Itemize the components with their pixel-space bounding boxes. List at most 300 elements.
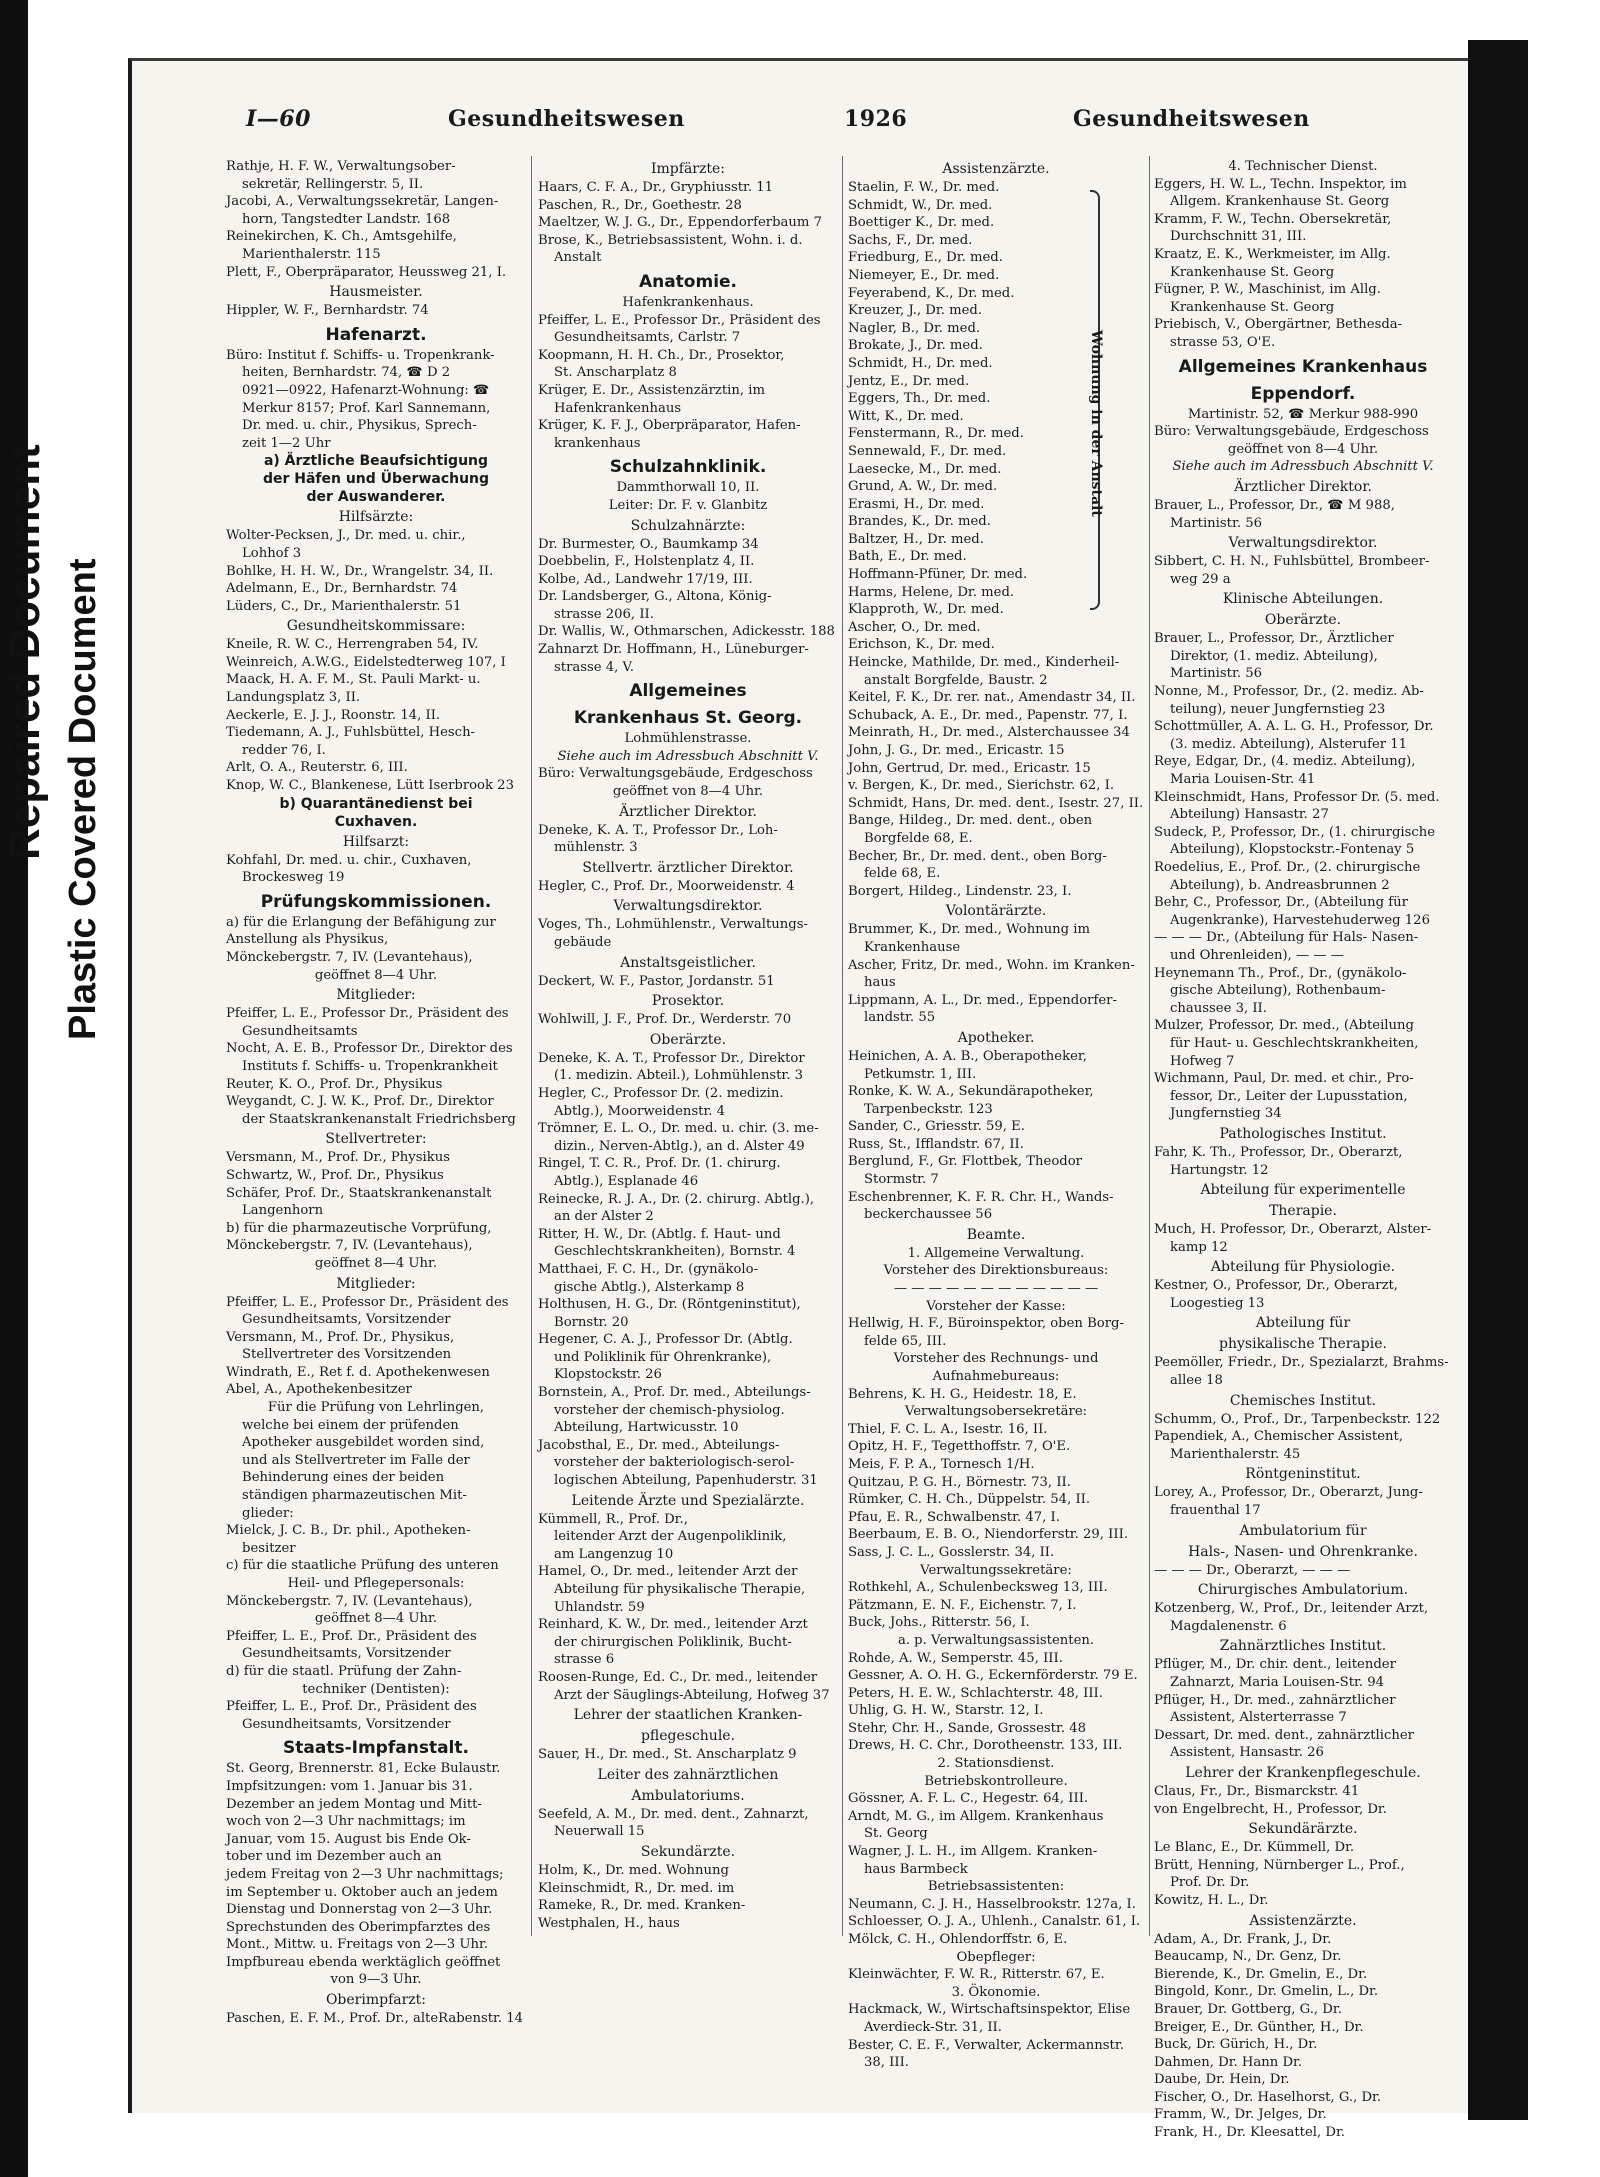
directory-line: Claus, Fr., Dr., Bismarckstr. 41 — [1154, 1783, 1360, 1799]
subsection-heading: Zahnärztliches Institut. — [1219, 1638, 1387, 1655]
directory-line: Pfeiffer, L. E., Professor Dr., Präsident des — [226, 1294, 509, 1310]
directory-line: Neumann, C. J. H., Hasselbrookstr. 127a, I. — [848, 1896, 1136, 1912]
directory-line: Averdieck-Str. 31, II. — [864, 2019, 1002, 2035]
directory-line: Aeckerle, E. J. J., Roonstr. 14, II. — [226, 707, 441, 723]
column-4 — [1154, 158, 1452, 2141]
directory-line: Aufnahmebureaus: — [932, 1369, 1060, 1384]
directory-line: Anstalt — [554, 250, 602, 266]
scan-left-edge — [0, 0, 28, 2177]
directory-line: Lohhof 3 — [242, 545, 302, 561]
subsection-heading: Hilfsärzte: — [338, 509, 414, 526]
directory-line: Kleinschmidt, R., Dr. med. im — [538, 1880, 735, 1896]
directory-line: Rümker, C. H. Ch., Düppelstr. 54, II. — [848, 1492, 1091, 1508]
directory-line: gische Abteilung), Rothenbaum- — [1170, 983, 1386, 999]
directory-line: heiten, Bernhardstr. 74, ☎ D 2 — [242, 365, 451, 381]
directory-line: Roedelius, E., Prof. Dr., (2. chirurgische — [1154, 860, 1421, 875]
directory-line: geöffnet von 8—4 Uhr. — [612, 784, 764, 800]
directory-line: Adam, A., Dr. Frank, J., Dr. — [1154, 1931, 1332, 1947]
directory-line: Hellwig, H. F., Büroinspektor, oben Borg- — [848, 1316, 1124, 1332]
directory-line: Heincke, Mathilde, Dr. med., Kinderheil- — [848, 655, 1120, 671]
subsection-heading: Lehrer der Krankenpflegeschule. — [1185, 1764, 1421, 1781]
subsection-heading: Mitglieder: — [336, 987, 416, 1004]
directory-line: Sauer, H., Dr. med., St. Anscharplatz 9 — [538, 1747, 797, 1763]
directory-line: Dahmen, Dr. Hann Dr. — [1154, 2054, 1303, 2070]
directory-line: Knop, W. C., Blankenese, Lütt Iserbrook 23 — [226, 778, 514, 794]
directory-line: Wagner, J. L. H., im Allgem. Kranken- — [848, 1844, 1098, 1860]
directory-line: logischen Abteilung, Papenhuderstr. 31 — [554, 1473, 818, 1489]
directory-line: geöffnet von 8—4 Uhr. — [1227, 441, 1379, 457]
directory-line: Versmann, M., Prof. Dr., Physikus — [226, 1150, 450, 1166]
directory-line: Frank, H., Dr. Kleesattel, Dr. — [1154, 2125, 1346, 2141]
directory-line: Verwaltungssekretäre: — [920, 1562, 1072, 1578]
directory-line: Mönckebergstr. 7, IV. (Levantehaus), — [226, 950, 473, 965]
directory-line: Baltzer, H., Dr. med. — [848, 531, 984, 547]
directory-line: Dr. Wallis, W., Othmarschen, Adickesstr. 188 — [538, 624, 835, 640]
directory-line: Mönckebergstr. 7, IV. (Levantehaus), — [226, 1238, 473, 1254]
directory-line: von Engelbrecht, H., Professor, Dr. — [1154, 1801, 1387, 1817]
directory-line: Berglund, F., Gr. Flottbek, Theodor — [848, 1154, 1082, 1170]
directory-line: Schottmüller, A. A. L. G. H., Professor, Dr. — [1154, 719, 1434, 735]
directory-line: strasse 6 — [554, 1652, 615, 1668]
directory-line: Much, H. Professor, Dr., Oberarzt, Alster- — [1154, 1222, 1432, 1238]
subsection-heading: Verwaltungsdirektor. — [613, 898, 763, 915]
directory-line: Bohlke, H. H. W., Dr., Wrangelstr. 34, II. — [226, 563, 494, 579]
directory-line: 3. Ökonomie. — [951, 1984, 1041, 2000]
directory-line: Allgem. Krankenhause St. Georg — [1170, 194, 1390, 210]
directory-line: felde 65, III. — [864, 1333, 947, 1349]
directory-line: und Ohrenleiden), — — — — [1170, 947, 1344, 963]
directory-line: Bester, C. E. F., Verwalter, Ackermannstr. — [848, 2037, 1124, 2053]
directory-line: Papendiek, A., Chemischer Assistent, — [1154, 1429, 1404, 1445]
subsection-heading: Ambulatorium für — [1239, 1522, 1367, 1539]
directory-line: Nonne, M., Professor, Dr., (2. mediz. Ab- — [1154, 684, 1424, 700]
directory-line: Deneke, K. A. T., Professor Dr., Loh- — [538, 822, 778, 838]
subsection-heading: Mitglieder: — [336, 1275, 416, 1292]
directory-line: Apotheker ausgebildet worden sind, — [242, 1435, 485, 1451]
directory-line: Kreuzer, J., Dr. med. — [848, 303, 983, 319]
directory-line: Gessner, A. O. H. G., Eckernförderstr. 79 E. — [848, 1668, 1138, 1684]
directory-line: Für die Prüfung von Lehrlingen, — [267, 1400, 485, 1416]
directory-line: Pfeiffer, L. E., Professor Dr., Präsident des — [226, 1006, 509, 1022]
directory-line: Becher, Br., Dr. med. dent., oben Borg- — [848, 848, 1107, 864]
directory-line: besitzer — [242, 1540, 296, 1556]
subsection-heading: Leiter des zahnärztlichen — [597, 1766, 779, 1783]
directory-line: Uhlandstr. 59 — [554, 1599, 645, 1615]
running-head — [128, 106, 1428, 146]
directory-line: Büro: Institut f. Schiffs- u. Tropenkrank- — [226, 347, 495, 363]
directory-line: techniker (Dentisten): — [302, 1681, 450, 1697]
directory-line: Drews, H. C. Chr., Dorotheenstr. 133, III. — [848, 1738, 1123, 1754]
directory-line: Verwaltungsobersekretäre: — [904, 1404, 1088, 1420]
directory-line: Reuter, K. O., Prof. Dr., Physikus — [226, 1076, 443, 1092]
directory-line: Kotzenberg, W., Prof., Dr., leitender Arzt, — [1154, 1601, 1429, 1617]
directory-line: Behr, C., Professor, Dr., (Abteilung für — [1154, 895, 1408, 911]
directory-line: (3. mediz. Abteilung), Alsterufer 11 — [1170, 736, 1408, 752]
subsection-heading: Sekundärzte. — [640, 1843, 736, 1860]
directory-line: v. Bergen, K., Dr. med., Sierichstr. 62, I. — [848, 778, 1115, 794]
subsection-heading: Oberärzte. — [1264, 612, 1342, 629]
directory-line: John, J. G., Dr. med., Ericastr. 15 — [848, 743, 1065, 758]
section-heading: Anatomie. — [638, 271, 738, 292]
directory-line: Marienthalerstr. 115 — [242, 246, 381, 262]
directory-line: Paschen, R., Dr., Goethestr. 28 — [538, 197, 742, 213]
directory-line: und als Stellvertreter im Falle der — [242, 1452, 470, 1468]
repaired-document-label: Repaired Document — [0, 444, 49, 860]
section-heading: Eppendorf. — [1250, 383, 1356, 404]
directory-line: Ronke, K. W. A., Sekundärapotheker, — [848, 1084, 1094, 1100]
directory-line: Bath, E., Dr. med. — [848, 549, 967, 565]
directory-line: Brauer, Dr. Gottberg, G., Dr. — [1154, 2001, 1342, 2017]
directory-line: Dezember an jedem Montag und Mitt- — [226, 1796, 482, 1812]
directory-line: Thiel, F. C. L. A., Isestr. 16, II. — [848, 1421, 1048, 1437]
directory-line: Gesundheitsamts, Vorsitzender — [242, 1646, 451, 1662]
subsection-heading: Chemisches Institut. — [1229, 1392, 1377, 1409]
subsection-heading: Leitende Ärzte und Spezialärzte. — [571, 1492, 805, 1509]
directory-line: Langenhorn — [242, 1203, 324, 1219]
directory-line: 0921—0922, Hafenarzt-Wohnung: ☎ — [242, 382, 490, 398]
directory-line: Vorsteher der Kasse: — [926, 1298, 1066, 1314]
directory-line: am Langenzug 10 — [554, 1546, 674, 1562]
directory-line: Abtlg.), Moorweidenstr. 4 — [554, 1103, 726, 1119]
directory-line: Sudeck, P., Professor, Dr., (1. chirurgische — [1154, 824, 1436, 840]
directory-line: teilung), neuer Jungfernstieg 23 — [1170, 701, 1386, 717]
directory-line: Wichmann, Paul, Dr. med. et chir., Pro- — [1154, 1071, 1414, 1087]
section-heading: a) Ärztliche Beaufsichtigung — [263, 453, 489, 470]
directory-line: Geschlechtskrankheiten), Bornstr. 4 — [554, 1244, 796, 1260]
directory-line: Koopmann, H. H. Ch., Dr., Prosektor, — [538, 347, 785, 363]
directory-line: Laesecke, M., Dr. med. — [848, 461, 1002, 477]
directory-line: Obepfleger: — [956, 1949, 1036, 1965]
section-heading: der Häfen und Überwachung — [262, 471, 490, 488]
directory-line: Mölck, C. H., Ohlendorffstr. 6, E. — [848, 1932, 1068, 1947]
subsection-heading: Impfärzte: — [651, 161, 725, 177]
directory-line: weg 29 a — [1170, 571, 1231, 587]
directory-line: Direktor, (1. mediz. Abteilung), — [1170, 648, 1378, 664]
section-heading: Allgemeines Krankenhaus — [1178, 356, 1428, 377]
directory-line: Brütt, Henning, Nürnberger L., Prof., — [1154, 1857, 1405, 1873]
directory-line: Ringel, T. C. R., Prof. Dr. (1. chirurg. — [538, 1156, 781, 1172]
directory-line: der Staatskrankenanstalt Friedrichsberg — [242, 1111, 516, 1127]
directory-line: Weinreich, A.W.G., Eidelstedterweg 107, I — [226, 654, 506, 670]
subsection-heading: Hausmeister. — [329, 284, 423, 301]
subsection-heading: Ärztlicher Direktor. — [619, 803, 757, 820]
directory-line: a) für die Erlangung der Befähigung zur — [226, 914, 496, 930]
directory-line: Stellvertreter des Vorsitzenden — [242, 1347, 452, 1363]
directory-line: welche bei einem der prüfenden — [242, 1417, 459, 1433]
directory-line: Beaucamp, N., Dr. Genz, Dr. — [1154, 1949, 1342, 1965]
directory-line: Kraatz, E. K., Werkmeister, im Allg. — [1154, 246, 1391, 262]
directory-line: Priebisch, V., Obergärtner, Bethesda- — [1154, 317, 1403, 333]
directory-line: Gesundheitsamts, Vorsitzender — [242, 1716, 451, 1732]
directory-line: Augenkranke), Harvestehuderweg 126 — [1170, 912, 1430, 928]
subsection-heading: Hals-, Nasen- und Ohrenkranke. — [1188, 1543, 1418, 1560]
directory-line: Arndt, M. G., im Allgem. Krankenhaus — [848, 1808, 1104, 1824]
directory-line: Feyerabend, K., Dr. med. — [848, 285, 1015, 301]
subsection-heading: Stellvertreter: — [325, 1131, 427, 1148]
directory-line: Adelmann, E., Dr., Bernhardstr. 74 — [226, 581, 458, 597]
directory-line: Anstellung als Physikus, — [226, 932, 389, 948]
directory-line: Heynemann Th., Prof., Dr., (gynäkolo- — [1154, 965, 1407, 981]
directory-line: Zahnarzt, Maria Louisen-Str. 94 — [1170, 1675, 1385, 1690]
subsection-heading: Stellvertr. ärztlicher Direktor. — [582, 859, 794, 876]
directory-line: Voges, Th., Lohmühlenstr., Verwaltungs- — [538, 917, 808, 933]
year-heading: 1926 — [844, 106, 908, 132]
directory-line: gebäude — [554, 935, 612, 950]
directory-line: Nocht, A. E. B., Professor Dr., Direktor des — [226, 1041, 513, 1057]
directory-line: Abteilung) Hansastr. 27 — [1170, 807, 1329, 823]
directory-line: Uhlig, G. H. W., Starstr. 12, I. — [848, 1703, 1044, 1719]
directory-line: Schuback, A. E., Dr. med., Papenstr. 77, I. — [848, 707, 1128, 723]
directory-line: Framm, W., Dr. Jelges, Dr. — [1154, 2107, 1327, 2123]
directory-line: Dessart, Dr. med. dent., zahnärztlicher — [1154, 1727, 1414, 1743]
directory-line: Betriebsassistenten: — [927, 1879, 1065, 1895]
directory-line: Vorsteher des Rechnungs- und — [893, 1351, 1099, 1367]
directory-line: Impfsitzungen: vom 1. Januar bis 31. — [226, 1778, 473, 1794]
directory-line: Boettiger K., Dr. med. — [848, 215, 995, 231]
directory-line: Tiedemann, A. J., Fuhlsbüttel, Hesch- — [226, 725, 476, 741]
directory-line: Gesundheitsamts — [242, 1023, 358, 1039]
directory-line: Holthusen, H. G., Dr. (Röntgeninstitut), — [538, 1297, 801, 1313]
directory-line: 2. Stationsdienst. — [937, 1756, 1055, 1772]
directory-line: der chirurgischen Poliklinik, Bucht- — [554, 1634, 792, 1650]
subsection-heading: Abteilung für experimentelle — [1200, 1182, 1406, 1199]
directory-line: Deneke, K. A. T., Professor Dr., Direktor — [538, 1050, 805, 1066]
directory-line: Dienstag und Donnerstag von 2—3 Uhr. — [226, 1902, 493, 1918]
directory-line: Reinhard, K. W., Dr. med., leitender Arzt — [538, 1617, 808, 1633]
directory-line: Fenstermann, R., Dr. med. — [848, 426, 1024, 442]
directory-line: Breiger, E., Dr. Günther, H., Dr. — [1154, 2019, 1364, 2035]
directory-line: Heinichen, A. A. B., Oberapotheker, — [848, 1048, 1087, 1064]
directory-line: anstalt Borgfelde, Baustr. 2 — [864, 672, 1048, 688]
directory-line: Pfeiffer, L. E., Prof. Dr., Präsident des — [226, 1628, 477, 1644]
directory-line: Reye, Edgar, Dr., (4. mediz. Abteilung), — [1154, 754, 1416, 770]
directory-line: Rothkehl, A., Schulenbecksweg 13, III. — [848, 1580, 1108, 1596]
directory-line: Pflüger, M., Dr. chir. dent., leitender — [1154, 1657, 1396, 1673]
subsection-heading: Assistenzärzte. — [1249, 1912, 1357, 1929]
directory-line: Brauer, L., Professor, Dr., ☎ M 988, — [1154, 497, 1395, 513]
directory-line: Eggers, H. W. L., Techn. Inspektor, im — [1154, 176, 1407, 192]
directory-line: Abteilung für physikalische Therapie, — [554, 1582, 806, 1597]
directory-line: Maack, H. A. F. M., St. Pauli Markt- u. — [226, 672, 481, 688]
subsection-heading: Volontärärzte. — [945, 903, 1047, 920]
directory-line: Schäfer, Prof. Dr., Staatskrankenanstalt — [226, 1185, 492, 1201]
directory-line: John, Gertrud, Dr. med., Ericastr. 15 — [848, 760, 1091, 776]
directory-line: horn, Tangstedter Landstr. 168 — [242, 211, 451, 227]
subsection-heading: Ärztlicher Direktor. — [1234, 478, 1372, 495]
directory-line: gische Abtlg.), Alsterkamp 8 — [554, 1279, 745, 1295]
directory-line: Fischer, O., Dr. Haselhorst, G., Dr. — [1154, 2089, 1382, 2105]
directory-line: Schmidt, W., Dr. med. — [848, 197, 993, 213]
directory-line: Brandes, K., Dr. med. — [848, 514, 991, 530]
directory-line: Wolter-Pecksen, J., Dr. med. u. chir., — [226, 528, 466, 544]
column-1 — [226, 158, 526, 2103]
directory-line: 1. Allgemeine Verwaltung. — [907, 1245, 1085, 1261]
directory-line: Brose, K., Betriebsassistent, Wohn. i. d. — [538, 232, 803, 248]
subsection-heading: physikalische Therapie. — [1219, 1336, 1387, 1353]
directory-line: Versmann, M., Prof. Dr., Physikus, — [226, 1329, 455, 1345]
directory-line: Grund, A. W., Dr. med. — [848, 479, 998, 495]
subsection-heading: Röntgeninstitut. — [1245, 1466, 1361, 1483]
directory-line: Betriebskontrolleure. — [924, 1773, 1068, 1789]
section-heading: Allgemeines — [629, 681, 747, 702]
directory-line: felde 68, E. — [864, 866, 941, 882]
subsection-heading: Lehrer der staatlichen Kranken- — [573, 1707, 803, 1724]
directory-line: Westphalen, H., haus — [538, 1915, 680, 1931]
subsection-heading: Chirurgisches Ambulatorium. — [1197, 1582, 1409, 1599]
directory-line: Assistent, Hansastr. 26 — [1170, 1745, 1324, 1761]
subsection-heading: Klinische Abteilungen. — [1222, 591, 1384, 608]
page-right-edge — [1468, 40, 1528, 2120]
directory-line: Haars, C. F. A., Dr., Gryphiusstr. 11 — [538, 180, 774, 195]
directory-line: — — — Dr., Oberarzt, — — — — [1154, 1562, 1351, 1578]
directory-line: Windrath, E., Ret f. d. Apothekenwesen — [226, 1364, 490, 1380]
directory-line: zeit 1—2 Uhr — [242, 435, 331, 451]
directory-line: jedem Freitag von 2—3 Uhr nachmittags; — [226, 1866, 504, 1882]
directory-line: Jentz, E., Dr. med. — [848, 373, 970, 389]
directory-line: Januar, vom 15. August bis Ende Ok- — [226, 1831, 471, 1847]
directory-line: — — — Dr., (Abteilung für Hals- Nasen- — [1154, 930, 1419, 946]
directory-line: Abtlg.), Esplanade 46 — [554, 1173, 699, 1189]
directory-line: Mulzer, Professor, Dr. med., (Abteilung — [1154, 1018, 1414, 1034]
directory-line: chaussee 3, II. — [1170, 1000, 1267, 1016]
directory-line: — — — — — — — — — — — — — [893, 1281, 1099, 1297]
subsection-heading: Abteilung für Physiologie. — [1210, 1259, 1396, 1276]
directory-line: Pfau, E. R., Schwalbenstr. 47, I. — [848, 1509, 1060, 1525]
directory-line: Holm, K., Dr. med. Wohnung — [538, 1862, 729, 1878]
subsection-heading: Apotheker. — [957, 1029, 1035, 1046]
directory-line: Bierende, K., Dr. Gmelin, E., Dr. — [1154, 1966, 1368, 1982]
directory-line: Jacobsthal, E., Dr. med., Abteilungs- — [538, 1437, 780, 1453]
directory-line: Schumm, O., Prof., Dr., Tarpenbeckstr. 122 — [1154, 1411, 1441, 1427]
directory-line: krankenhaus — [554, 435, 641, 451]
directory-line: St. Georg — [864, 1826, 928, 1842]
directory-line: redder 76, I. — [242, 742, 326, 758]
directory-line: im September u. Oktober auch an jedem — [226, 1884, 498, 1900]
directory-line: Vorsteher des Direktionsbureaus: — [883, 1263, 1109, 1279]
directory-line: Le Blanc, E., Dr. Kümmell, Dr. — [1154, 1840, 1355, 1856]
directory-line: haus Barmbeck — [864, 1861, 968, 1877]
subsection-heading: Abteilung für — [1255, 1315, 1351, 1332]
page-number: I—60 — [246, 106, 311, 132]
directory-line: Krankenhause St. Georg — [1170, 299, 1335, 315]
directory-line: strasse 206, II. — [554, 606, 654, 622]
directory-line: Kneile, R. W. C., Herrengraben 54, IV. — [226, 637, 479, 653]
directory-line: Bange, Hildeg., Dr. med. dent., oben — [848, 813, 1093, 829]
directory-line: Schwartz, W., Prof. Dr., Physikus — [226, 1167, 444, 1183]
directory-line: Mönckebergstr. 7, IV. (Levantehaus), — [226, 1593, 473, 1609]
directory-line: Borgert, Hildeg., Lindenstr. 23, I. — [848, 883, 1072, 899]
directory-line: Behrens, K. H. G., Heidestr. 18, E. — [848, 1386, 1077, 1402]
directory-line: geöffnet 8—4 Uhr. — [314, 967, 438, 983]
vertical-note: Wohnung in der Anstalt — [1088, 330, 1104, 517]
directory-line: Hegener, C. A. J., Professor Dr. (Abtlg. — [538, 1332, 793, 1348]
directory-line: Neuerwall 15 — [554, 1824, 645, 1840]
directory-line: Rameke, R., Dr. med. Kranken- — [538, 1898, 746, 1914]
directory-line: Eggers, Th., Dr. med. — [848, 391, 991, 407]
subsection-heading: Beamte. — [966, 1226, 1026, 1243]
directory-line: Leiter: Dr. F. v. Glanbitz — [608, 497, 768, 513]
directory-line: Ritter, H. W., Dr. (Abtlg. f. Haut- und — [538, 1226, 781, 1242]
directory-line: Mont., Mittw. u. Freitags von 2—3 Uhr. — [226, 1937, 489, 1953]
directory-line: Hamel, O., Dr. med., leitender Arzt der — [538, 1564, 798, 1580]
directory-line: Lippmann, A. L., Dr. med., Eppendorfer- — [848, 992, 1117, 1008]
directory-line: Kleinschmidt, Hans, Professor Dr. (5. med. — [1154, 789, 1440, 805]
directory-line: Arlt, O. A., Reuterstr. 6, III. — [226, 760, 408, 776]
directory-line: vorsteher der bakteriologisch-serol- — [554, 1455, 795, 1471]
directory-line: an der Alster 2 — [554, 1209, 654, 1225]
directory-line: Hegler, C., Professor Dr. (2. medizin. — [538, 1085, 784, 1101]
directory-line: Fahr, K. Th., Professor, Dr., Oberarzt, — [1154, 1144, 1403, 1160]
directory-line: Martinistr. 56 — [1170, 666, 1262, 682]
directory-line: geöffnet 8—4 Uhr. — [314, 1611, 438, 1627]
directory-line: Sass, J. C. L., Gosslerstr. 34, II. — [848, 1544, 1055, 1560]
subsection-heading: Anstaltsgeistlicher. — [620, 954, 756, 971]
column-rule — [842, 156, 843, 1936]
section-heading: Schulzahnklinik. — [609, 457, 767, 478]
directory-line: woch von 2—3 Uhr nachmittags; im — [226, 1814, 466, 1830]
directory-line: Büro: Verwaltungsgebäude, Erdgeschoss — [538, 766, 813, 782]
directory-line: Maria Louisen-Str. 41 — [1170, 772, 1316, 788]
directory-line: Buck, Dr. Gürich, H., Dr. — [1154, 2037, 1318, 2053]
directory-line: Sprechstunden des Oberimpfarztes des — [226, 1919, 491, 1935]
directory-line: Gesundheitsamts, Carlstr. 7 — [554, 330, 741, 346]
column-2 — [538, 158, 838, 2103]
directory-line: Kleinwächter, F. W. R., Ritterstr. 67, E. — [848, 1967, 1105, 1983]
directory-line: Kohfahl, Dr. med. u. chir., Cuxhaven, — [226, 852, 472, 868]
directory-line: Hofweg 7 — [1170, 1053, 1235, 1069]
directory-line: Pfeiffer, L. E., Professor Dr., Präsident des — [538, 312, 821, 328]
directory-line: Heil- und Pflegepersonals: — [287, 1576, 465, 1591]
directory-line: Peters, H. E. W., Schlachterstr. 48, III. — [848, 1685, 1103, 1701]
directory-line: Eschenbrenner, K. F. R. Chr. H., Wands- — [848, 1189, 1114, 1205]
directory-line: strasse 4, V. — [554, 659, 634, 675]
directory-line: Jacobi, A., Verwaltungssekretär, Langen- — [226, 194, 499, 210]
directory-line: Pfeiffer, L. E., Prof. Dr., Präsident des — [226, 1699, 477, 1715]
directory-line: Reinekirchen, K. Ch., Amtsgehilfe, — [226, 229, 457, 245]
directory-line: landstr. 55 — [864, 1010, 936, 1026]
directory-line: Krüger, K. F. J., Oberpräparator, Hafen- — [538, 418, 801, 434]
directory-line: Landungsplatz 3, II. — [226, 690, 361, 706]
directory-line: Friedburg, E., Dr. med. — [848, 250, 1003, 266]
directory-line: Klopstockstr. 26 — [554, 1367, 662, 1383]
directory-line: Klapproth, W., Dr. med. — [848, 602, 1004, 618]
directory-line: Mielck, J. C. B., Dr. phil., Apotheken- — [226, 1523, 471, 1539]
directory-line: Marienthalerstr. 45 — [1170, 1446, 1301, 1462]
section-heading: Prüfungskommissionen. — [260, 891, 492, 912]
directory-line: Quitzau, P. G. H., Börnestr. 73, II. — [848, 1474, 1071, 1490]
directory-line: Brokate, J., Dr. med. — [848, 338, 983, 354]
directory-line: Kestner, O., Professor, Dr., Oberarzt, — [1154, 1278, 1399, 1294]
directory-line: haus — [864, 975, 896, 991]
directory-line: Meis, F. P. A., Tornesch 1/H. — [848, 1456, 1035, 1472]
directory-line: Sennewald, F., Dr. med. — [848, 443, 1007, 459]
directory-line: Brummer, K., Dr. med., Wohnung im — [848, 922, 1091, 938]
directory-line: frauenthal 17 — [1170, 1503, 1261, 1519]
directory-line: Harms, Helene, Dr. med. — [848, 584, 1015, 600]
directory-line: ständigen pharmazeutischen Mit- — [242, 1488, 467, 1504]
directory-line: Zahnarzt Dr. Hoffmann, H., Lüneburger- — [538, 642, 809, 658]
directory-line: Beerbaum, E. B. O., Niendorferstr. 29, III. — [848, 1527, 1129, 1543]
directory-line: mühlenstr. 3 — [554, 840, 638, 856]
directory-line: Pflüger, H., Dr. med., zahnärztlicher — [1154, 1692, 1396, 1708]
directory-line: dizin., Nerven-Abtlg.), an d. Alster 49 — [554, 1138, 805, 1154]
section-heading: Hafenarzt. — [325, 324, 427, 345]
directory-line: Niemeyer, E., Dr. med. — [848, 267, 1000, 283]
directory-line: Rathje, H. F. W., Verwaltungsober- — [226, 159, 456, 174]
directory-line: Petkumstr. 1, III. — [864, 1066, 977, 1082]
subsection-heading: Verwaltungsdirektor. — [1228, 535, 1378, 552]
directory-line: Bingold, Konr., Dr. Gmelin, L., Dr. — [1154, 1984, 1379, 2000]
